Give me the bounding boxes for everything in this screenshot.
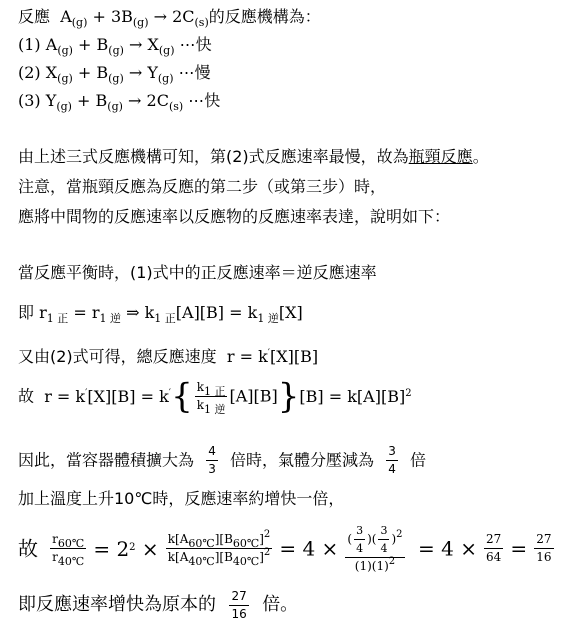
final-conclusion: 即反應速率增快為原本的 $\frac{27}{16}$ 倍。: [18, 588, 299, 621]
bottleneck-term: 瓶頸反應: [408, 147, 473, 166]
overall-reaction: 反應 $A_{(g)} + 3B_{(g)} \to 2C_{(s)}$的反應機構為：: [18, 7, 321, 29]
result-fraction-64: $\frac{27}{64}$: [486, 532, 502, 564]
pressure-fraction: $\frac{3}{4}$: [388, 444, 396, 476]
paragraph-line-1: 由上述三式反應機構可知，第(2)式反應速率最慢，故為瓶頸反應。: [18, 147, 489, 166]
equilibrium-statement: 當反應平衡時，(1)式中的正反應速率＝逆反應速率: [18, 263, 377, 282]
mechanism-step-3: (3) $Y_{(g)} + B_{(g)} \to 2C_{(s)}$ ⋯快: [18, 91, 221, 113]
rate-substitution: 故 r = k′[X][B] = k′{ $\frac{k_{1 正}}{k_{1 逆}}$ $[A][B]\}[B] = k[A][B]^2$: [18, 376, 412, 417]
mechanism-step-2: (2) $X_{(g)} + B_{(g)} \to Y_{(g)}$ ⋯慢: [18, 63, 211, 85]
result-fraction-16: $\frac{27}{16}$: [536, 532, 552, 564]
rate-ratio-calculation: 故 $\frac{r_{60℃}}{r_{40℃}}$ = $2^2$ × $\frac{k[A_{60℃}][B_{60℃}]^2}{k[A_{40℃}][B_{40℃}]^2}$ = 4 × ( $\frac{3}{4}$ )( $\frac{3}{4}$ )$^2$ $(1)(1)^2$ = 4 × $\frac{27}{64}$ = $\frac{27}{16}$: [18, 524, 552, 573]
volume-fraction: $\frac{4}{3}$: [208, 444, 216, 476]
temperature-statement: 加上溫度上升10℃時，反應速率約增快一倍，: [18, 489, 345, 508]
paragraph-line-3: 應將中間物的反應速率以反應物的反應速率表達，說明如下：: [18, 207, 451, 226]
intro-label: 反應: [18, 7, 51, 26]
mechanism-step-1: (1) $A_{(g)} + B_{(g)} \to X_{(g)}$ ⋯快: [18, 35, 212, 57]
rate-law-step2: 又由(2)式可得，總反應速度 r = k′[X][B]: [18, 347, 319, 366]
paragraph-line-2: 注意，當瓶頸反應為反應的第二步（或第三步）時，: [18, 177, 387, 196]
intro-tail: 的反應機構為：: [208, 7, 321, 26]
rate-equality: 即 $r_{1 正} = r_{1 逆}$ ⇒ $k_{1 正}[A][B] = k_{1 逆}[X]$: [18, 303, 303, 325]
final-fraction: $\frac{27}{16}$: [231, 588, 247, 621]
volume-statement: 因此，當容器體積擴大為 $\frac{4}{3}$ 倍時，氣體分壓減為 $\frac{3}{4}$ 倍: [18, 444, 427, 476]
